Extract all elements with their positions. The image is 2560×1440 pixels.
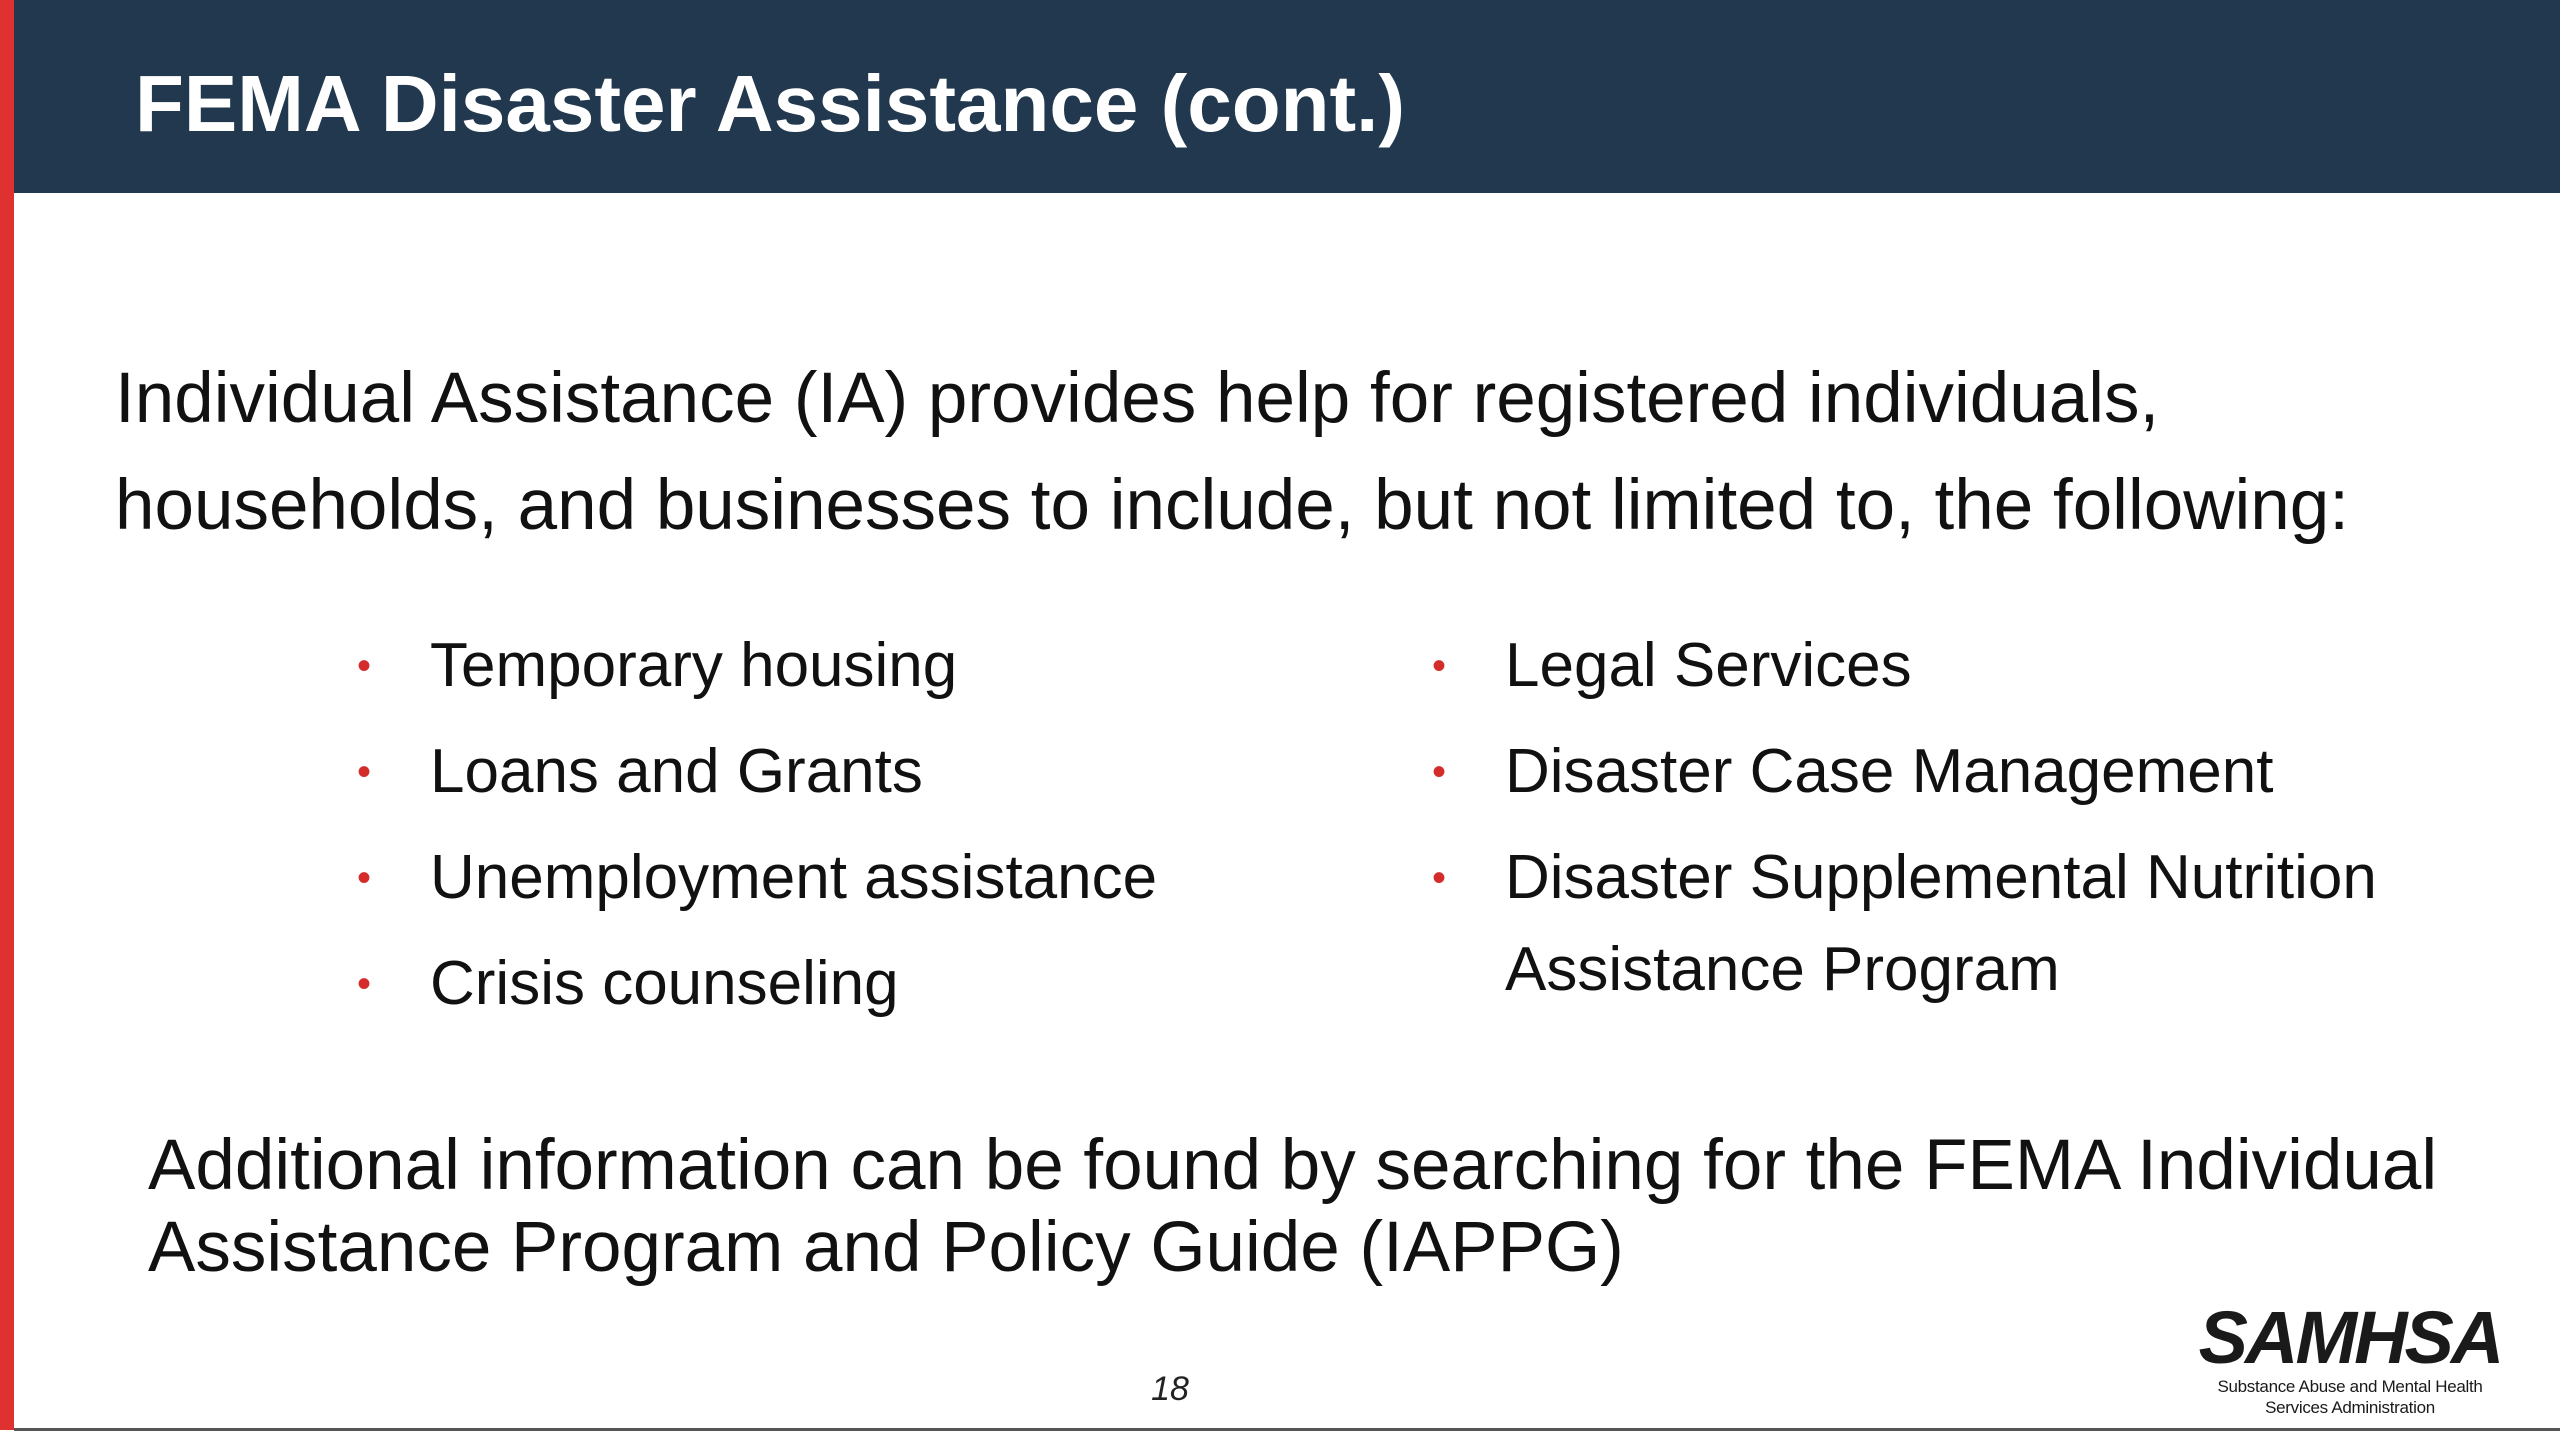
bullet-list-left <box>355 620 1355 1044</box>
list-item-text: Disaster Case Management <box>1505 737 2274 806</box>
list-item-text: Temporary housing <box>430 631 958 700</box>
list-item-text: Crisis counseling <box>430 949 899 1018</box>
bullet-icon: • <box>1432 750 1447 794</box>
bullet-icon: • <box>357 750 372 794</box>
list-item-text: Legal Services <box>1505 631 1912 700</box>
list-item <box>355 620 1355 712</box>
bottom-divider <box>14 1428 2560 1431</box>
list-item <box>1430 832 2460 1016</box>
intro-paragraph: Individual Assistance (IA) provides help for registered individuals, households, and businesses to include, but not limited to, the following: <box>115 359 2349 545</box>
logo-subtitle-line-1: Substance Abuse and Mental Health <box>2217 1377 2483 1396</box>
samhsa-logo <box>2185 1296 2515 1418</box>
slide-title: FEMA Disaster Assistance (cont.) <box>135 59 1405 148</box>
list-item-text: Loans and Grants <box>430 737 923 806</box>
bullet-icon: • <box>357 962 372 1006</box>
bullet-icon: • <box>357 856 372 900</box>
list-item <box>355 938 1355 1030</box>
list-item <box>1430 726 2460 818</box>
bullet-icon: • <box>1432 644 1447 688</box>
list-item <box>355 726 1355 818</box>
bullet-icon: • <box>1432 856 1447 900</box>
list-item <box>1430 620 2460 712</box>
bullet-icon: • <box>357 644 372 688</box>
list-item <box>355 832 1355 924</box>
list-item-text: Unemployment assistance <box>430 843 1158 912</box>
logo-wordmark: SAMHSA <box>2198 1296 2502 1379</box>
bullet-list-right <box>1430 620 2460 1030</box>
logo-subtitle-line-2: Services Administration <box>2265 1398 2435 1417</box>
additional-info-text: Additional information can be found by searching for the FEMA Individual Assistance Program and Policy Guide (IAPPG) <box>148 1126 2438 1287</box>
list-item-text: Disaster Supplemental Nutrition Assistance Program <box>1505 843 2377 1004</box>
left-accent-bar <box>0 0 14 1430</box>
page-number: 18 <box>1151 1370 1189 1408</box>
